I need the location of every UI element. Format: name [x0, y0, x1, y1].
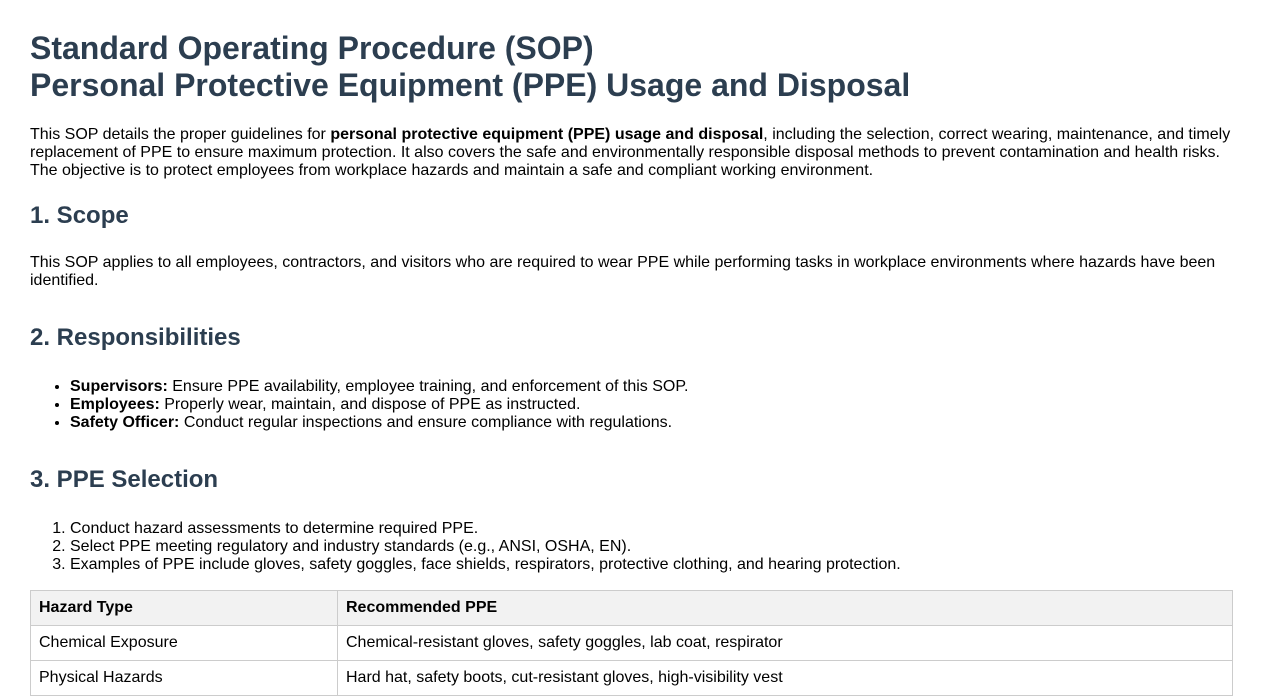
title-line-2: Personal Protective Equipment (PPE) Usage and Disposal: [30, 67, 911, 103]
list-item: 3. Examples of PPE include gloves, safety goggles, face shields, respirators, protective clothing, and hearing protection.: [70, 556, 1233, 574]
role-label: Safety Officer:: [70, 414, 180, 431]
intro-text-end: , including the selection, correct wearing, maintenance, and timely replacement of PPE to ensure maximum protection. It also covers the safe and environmentally responsible disposal methods to prevent contamination and health risks. The objective is to protect employees from workplace hazards and maintain a safe and compliant working environment.: [30, 126, 1231, 179]
list-item: [70, 396, 1233, 414]
intro-text-start: This SOP details the proper guidelines for: [30, 126, 331, 143]
responsibilities-heading: 2. Responsibilities: [30, 324, 241, 351]
table-header-row: [31, 591, 1233, 626]
role-description: Ensure PPE availability, employee training, and enforcement of this SOP.: [167, 378, 689, 395]
role-label: Supervisors:: [70, 378, 168, 395]
list-item: 1. Conduct hazard assessments to determine required PPE.: [70, 520, 1233, 538]
list-item: 2. Select PPE meeting regulatory and industry standards (e.g., ANSI, OSHA, EN).: [70, 538, 1233, 556]
responsibilities-list: [30, 378, 1233, 432]
header-recommended-ppe: Recommended PPE: [338, 591, 1233, 626]
page-title: [30, 0, 1233, 104]
scope-heading: 1. Scope: [30, 202, 129, 229]
role-description: Conduct regular inspections and ensure compliance with regulations.: [179, 414, 673, 431]
list-item: [70, 378, 1233, 396]
header-hazard-type: Hazard Type: [31, 591, 338, 626]
list-item: [70, 414, 1233, 432]
ppe-table: [30, 590, 1233, 696]
intro-bold-text: personal protective equipment (PPE) usage and disposal: [330, 126, 764, 143]
selection-steps-list: [30, 520, 1233, 574]
table-row: [31, 626, 1233, 661]
ppe-cell: Hard hat, safety boots, cut-resistant gloves, high-visibility vest: [338, 661, 1233, 696]
intro-paragraph: [30, 126, 1233, 180]
title-line-1: Standard Operating Procedure (SOP): [30, 30, 594, 66]
table-row: [31, 661, 1233, 696]
role-label: Employees:: [70, 396, 160, 413]
hazard-cell: Physical Hazards: [31, 661, 338, 696]
ppe-cell: Chemical-resistant gloves, safety goggles, lab coat, respirator: [338, 626, 1233, 661]
hazard-cell: Chemical Exposure: [31, 626, 338, 661]
ppe-selection-heading: 3. PPE Selection: [30, 466, 219, 493]
role-description: Properly wear, maintain, and dispose of PPE as instructed.: [159, 396, 581, 413]
scope-paragraph: This SOP applies to all employees, contractors, and visitors who are required to wear PPE while performing tasks in workplace environments where hazards have been identified.: [30, 254, 1216, 289]
